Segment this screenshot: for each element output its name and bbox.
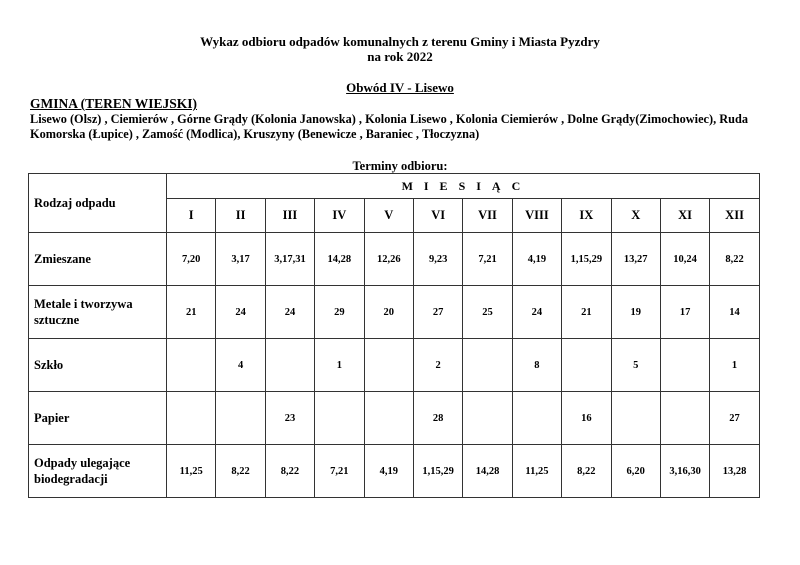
pickup-dates-cell: 21	[167, 286, 216, 339]
pickup-dates-cell: 1	[315, 339, 364, 392]
month-i: I	[167, 199, 216, 233]
pickup-dates-cell: 14	[710, 286, 760, 339]
terms-label: Terminy odbioru:	[352, 159, 448, 173]
table-row	[29, 339, 760, 392]
pickup-dates-cell: 11,25	[512, 445, 561, 498]
pickup-dates-cell	[463, 339, 512, 392]
pickup-dates-cell: 8,22	[216, 445, 265, 498]
month-xi: XI	[660, 199, 709, 233]
pickup-dates-cell: 12,26	[364, 233, 413, 286]
table-row	[29, 286, 760, 339]
table-row	[29, 445, 760, 498]
pickup-dates-cell	[660, 339, 709, 392]
pickup-dates-cell	[562, 339, 611, 392]
pickup-dates-cell	[660, 392, 709, 445]
pickup-dates-cell: 24	[216, 286, 265, 339]
month-vi: VI	[413, 199, 462, 233]
pickup-dates-cell: 14,28	[315, 233, 364, 286]
pickup-dates-cell: 17	[660, 286, 709, 339]
pickup-dates-cell	[167, 339, 216, 392]
waste-type-label: Szkło	[29, 339, 167, 392]
pickup-dates-cell: 3,17	[216, 233, 265, 286]
month-ix: IX	[562, 199, 611, 233]
table-row	[29, 233, 760, 286]
pickup-dates-cell	[315, 392, 364, 445]
month-x: X	[611, 199, 660, 233]
pickup-dates-cell: 3,16,30	[660, 445, 709, 498]
district-title: Obwód IV - Lisewo	[346, 80, 454, 95]
pickup-dates-cell	[216, 392, 265, 445]
pickup-dates-cell: 28	[413, 392, 462, 445]
month-xii: XII	[710, 199, 760, 233]
pickup-dates-cell: 7,21	[315, 445, 364, 498]
pickup-dates-cell	[364, 392, 413, 445]
pickup-dates-cell	[364, 339, 413, 392]
pickup-dates-cell: 4,19	[512, 233, 561, 286]
pickup-dates-cell: 6,20	[611, 445, 660, 498]
pickup-dates-cell	[611, 392, 660, 445]
waste-type-label: Odpady ulegające biodegradacji	[29, 445, 167, 498]
pickup-dates-cell: 24	[265, 286, 314, 339]
pickup-dates-cell	[167, 392, 216, 445]
pickup-dates-cell: 9,23	[413, 233, 462, 286]
pickup-dates-cell: 5	[611, 339, 660, 392]
pickup-dates-cell: 2	[413, 339, 462, 392]
pickup-dates-cell: 8,22	[265, 445, 314, 498]
month-ii: II	[216, 199, 265, 233]
pickup-dates-cell	[463, 392, 512, 445]
pickup-dates-cell	[512, 392, 561, 445]
pickup-dates-cell: 19	[611, 286, 660, 339]
schedule-table	[28, 173, 760, 498]
pickup-dates-cell	[265, 339, 314, 392]
waste-type-label: Metale i tworzywa sztuczne	[29, 286, 167, 339]
document-year: na rok 2022	[367, 49, 433, 64]
pickup-dates-cell: 24	[512, 286, 561, 339]
pickup-dates-cell: 27	[413, 286, 462, 339]
pickup-dates-cell: 3,17,31	[265, 233, 314, 286]
pickup-dates-cell: 8,22	[710, 233, 760, 286]
pickup-dates-cell: 8	[512, 339, 561, 392]
document-title: Wykaz odbioru odpadów komunalnych z terenu Gminy i Miasta Pyzdry	[200, 34, 600, 49]
month-iv: IV	[315, 199, 364, 233]
localities-text: Lisewo (Olsz) , Ciemierów , Górne Grądy (Kolonia Janowska) , Kolonia Lisewo , Kolonia Ciemierów , Dolne Grądy(Zimochowiec), Ruda Komorska (Łupice) , Zamość (Modlica), Kruszyny (Benewicze , Baraniec , Tłoczyzna)	[30, 112, 748, 141]
month-iii: III	[265, 199, 314, 233]
waste-type-header: Rodzaj odpadu	[29, 174, 167, 233]
pickup-dates-cell: 11,25	[167, 445, 216, 498]
pickup-dates-cell: 1	[710, 339, 760, 392]
pickup-dates-cell: 23	[265, 392, 314, 445]
pickup-dates-cell: 1,15,29	[562, 233, 611, 286]
pickup-dates-cell: 4	[216, 339, 265, 392]
pickup-dates-cell: 27	[710, 392, 760, 445]
pickup-dates-cell: 14,28	[463, 445, 512, 498]
pickup-dates-cell: 13,27	[611, 233, 660, 286]
waste-type-label: Papier	[29, 392, 167, 445]
table-row	[29, 392, 760, 445]
pickup-dates-cell: 16	[562, 392, 611, 445]
pickup-dates-cell: 20	[364, 286, 413, 339]
pickup-dates-cell: 10,24	[660, 233, 709, 286]
month-vii: VII	[463, 199, 512, 233]
pickup-dates-cell: 1,15,29	[413, 445, 462, 498]
gmina-heading: GMINA (TEREN WIEJSKI)	[30, 96, 198, 111]
pickup-dates-cell: 7,20	[167, 233, 216, 286]
pickup-dates-cell: 21	[562, 286, 611, 339]
pickup-dates-cell: 25	[463, 286, 512, 339]
pickup-dates-cell: 29	[315, 286, 364, 339]
month-viii: VIII	[512, 199, 561, 233]
pickup-dates-cell: 7,21	[463, 233, 512, 286]
month-header: M I E S I Ą C	[167, 174, 760, 199]
pickup-dates-cell: 8,22	[562, 445, 611, 498]
pickup-dates-cell: 13,28	[710, 445, 760, 498]
pickup-dates-cell: 4,19	[364, 445, 413, 498]
waste-type-label: Zmieszane	[29, 233, 167, 286]
month-v: V	[364, 199, 413, 233]
